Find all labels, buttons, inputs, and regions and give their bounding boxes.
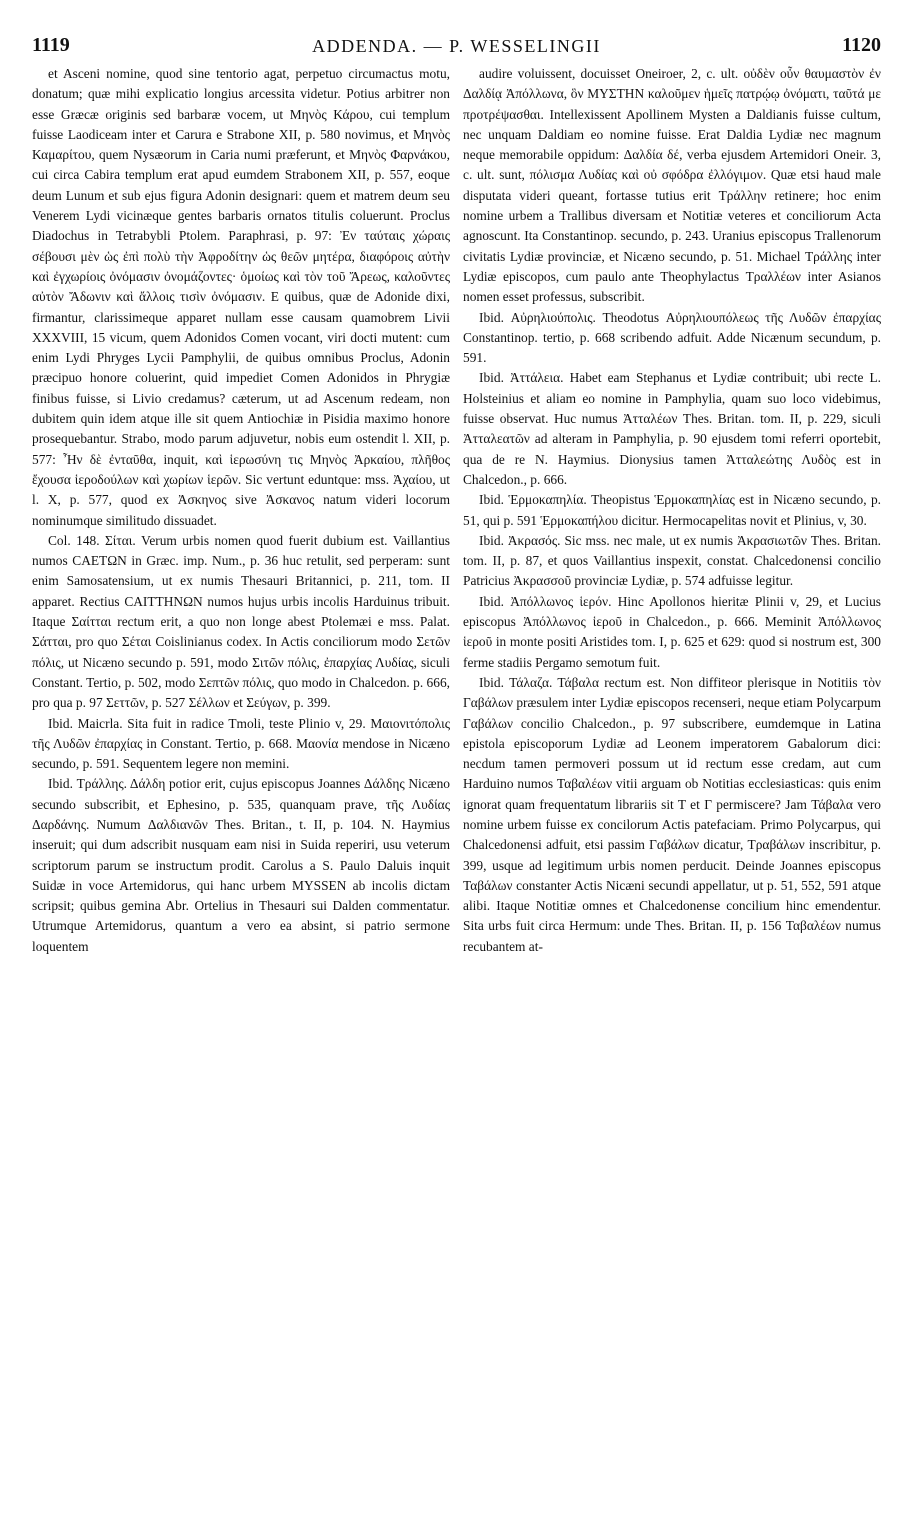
paragraph: audire voluissent, docuisset Oneiroer, 2, c. ult. οὐδὲν οὖν θαυμαστὸν ἐν Δαλδίᾳ Ἀπόλλωνα, ὃν ΜΥΣΤΗΝ καλοῦμεν ἡμεῖς πατρῴῳ ὀνόματι, ταῦτά με προτρέψασθαι. Intellexissent Apollinem Mysten a Daldianis fuisse cultum, nec unquam Daldiam eo nomine fuisse. Erat Daldia Lydiæ nec magnum neque memorabile oppidum: Δαλδία δέ, verba ejusdem Artemidori Oneir. 3, c. ult. sunt, πόλισμα Λυδίας καὶ οὐ σφόδρα ἐλλόγιμον. Quæ etsi haud male disputata videri queant, fortasse tutius erit Τράλλην retinere; hoc enim nomine urbem a Trallibus diversam et Notitiæ veteres et conciliorum Acta agnoscunt. Ita Constantinop. secundo, p. 243. Uranius episcopus Trallenorum civitatis Lydiæ provinciæ, et Nicæno secundo, p. 51. Michael Τράλλης inter Lydiæ episcopos, cum paulo ante Theophylactus Τραλλέων inter Asianos nomen esset professus, subscribit.: [463, 66, 881, 305]
paragraph: Ibid. Ἀπόλλωνος ἱερόν. Hinc Apollonos hieritæ Plinii v, 29, et Lucius episcopus Ἀπόλλωνος ἱεροῦ in Chalcedon., p. 666. Meminit Ἀπόλλωνος ἱεροῦ in monte positi Aristides tom. I, p. 625 et 629: quod si nostrum est, 300 ferme stadiis Pergamo semotum fuit.: [463, 593, 881, 670]
paragraph: Ibid. Τάλαζα. Τάβαλα rectum est. Non diffiteor plerisque in Notitiis τὸν Γαβάλων præsulem inter Lydiæ episcopos recenseri, neque etiam Polycarpum Γαβάλων concilio Chalcedon., p. 97 subscribere, eumdemque in Latina epistola episcoporum Lydiæ ad Leonem imperatorem Gabalorum dici: necdum tamen permoveri possum ut id rectum esse credam, aut cum Harduino numos Ταβαλέων vitii arguam ob Notitias ecclesiasticas: quis enim ignorat quam frequentatum librariis sit T et Γ permiscere? Jam Τάβαλα vero nomine urbem fuisse ex concilorum Actis patefaciam. Primo Polycarpus, qui Chalcedonensi adfuit, etsi passim Γαβάλων dicatur, Τραβάλων inscribitur, p. 399, usque ad legitimum urbis nomen perducit. Deinde Joannes episcopus Ταβάλων constanter Actis Nicæni secundi appellatur, ut p. 51, 552, 591 atque alibi. Itaque Notitiæ omnes et Chalcedonense concilium hinc emendentur. Sita urbs fuit circa Hermum: unde Thes. Britan. II, p. 156 Ταβαλέων numus recubantem at-: [463, 674, 881, 954]
page-number-left: 1119: [32, 34, 70, 56]
right-column: [463, 64, 881, 1516]
paragraph: Col. 148. Σίται. Verum urbis nomen quod fuerit dubium est. Vaillantius numos CAETΩN in Græc. imp. Num., p. 36 huc retulit, sed perperam: sunt enim Samosatensium, ut ex numis Thesauri Britannici, p. 211, tom. II apparet. Rectius CAITTHNΩN numos hujus urbis incolis Harduinus tribuit. Itaque Σαίτται rectum erit, a quo non longe abest Ptolemæi e mss. Palat. Σάτται, pro quo Σέται Coislinianus codex. In Actis conciliorum modo Σετῶν πόλις, ut Nicæno secundo p. 591, modo Σιτῶν πόλις, ἐπαρχίας Λυδίας, siculi Constant. Tertio, p. 502, modo Σεπτῶν πόλις, quo modo in Chalcedon. p. 666, pro qua p. 97 Σεττῶν, p. 527 Σέλλων et Σεύγων, p. 399.: [32, 532, 450, 711]
paragraph: Ibid. Ἀκρασός. Sic mss. nec male, ut ex numis Ἀκρασιωτῶν Thes. Britan. tom. II, p. 87, et quos Vaillantius inspexit, constat. Chalcedonensi concilio Patricius Ἀκρασσοῦ provinciæ Lydiæ, p. 574 adfuisse legitur.: [463, 532, 881, 589]
left-column: [32, 64, 450, 1516]
paragraph: Ibid. Ἀττάλεια. Habet eam Stephanus et Lydiæ contribuit; ubi recte L. Holsteinius et aliam eo nomine in Pamphylia, quam suo loco videbimus, fuisse observat. Huc numus Ἀτταλέων Thes. Britan. tom. II, p. 229, siculi Ἀτταλεατῶν ad alteram in Pamphylia, p. 90 ejusdem tomi referri oportebit, qua de re N. Haymius. Dionysius tamen Ἀτταλεώτης Λυδὸς est in Chalcedon., p. 666.: [463, 370, 881, 487]
paragraph: et Asceni nomine, quod sine tentorio agat, perpetuo circumactus motu, donatum; quæ mihi explicatio longius arcessita videtur. Potius arbitrer non esse Græcæ originis sed barbaræ vocem, ut Μηνὸς Κάρου, cui templum fuisse Laodiceam inter et Carura e Strabone XII, p. 580 novimus, et Μηνὸς Καμαρίτου, quem Nysæorum in Caria numi præferunt, et Μηνὸς Φαρνάκου, cui circa Cabira templum erat apud eumdem Strabonem XII, p. 557, eoque deum Lunum et sub ejus figura Adonin designari: quem et matrem deum seu Venerem Lydi vicinæque gentes barbaris ornatos titulis coluerunt. Proclus Diadochus in Tetrabybli Ptolem. Paraphrasi, p. 97: Ἐν ταύταις χώραις σέβουσι μὲν ὡς ἐπὶ πολὺ τὴν Ἀφροδίτην ὡς θεῶν μητέρα, διαφόροις αὐτὴν καὶ ἐγχωρίοις ὀνόμασιν ὀνομάζοντες· ὁμοίως καὶ τὸν τοῦ Ἄρεως, καλοῦντες αὐτὸν Ἄδωνιν καὶ ἄλλοις τισὶν ὀνόμασιν. E quibus, quæ de Adonide dixi, firmantur, clarissimeque apparet nullam esse causam quamobrem Livii XXXVIII, 15 vicum, quem Adonidos Comen vocant, viri docti mutent: cum enim Lydi Phryges Lycii Pamphylii, de quibus omnibus Proclus, Adonin præcipuo honore coluerint, quid impediet Comen Adonidos in Phrygiæ finibus fuisse, si Livio credamus? cæterum, ut ad Ascenum redeam, non dubitem quin idem atque ille sit quem Antiochiæ in Pisidia maximo honore prosequebantur. Strabo, modo parum adjuvetur, nobis eum ostendit l. XII, p. 577: Ἦν δὲ ἐνταῦθα, inquit, καὶ ἱερωσύνη τις Μηνὸς Ἀρκαίου, πλῆθος ἔχουσα ἱεροδούλων καὶ χωρίων ἱερῶν. Sic vertunt eduntque: mss. Ἀχαίου, ut l. X, p. 577, quod ex Ἀσκηνος sive Ἀσκανος natum videri locorum nominumque similitudo dissuadet.: [32, 66, 450, 528]
running-title: ADDENDA. — P. WESSELINGII: [312, 36, 601, 56]
paragraph: Ibid. Ἑρμοκαπηλία. Theopistus Ἑρμοκαπηλίας est in Nicæno secundo, p. 51, qui p. 591 Ἑρμοκαπήλου dicitur. Hermocapelitas novit et Plinius, v, 30.: [463, 492, 881, 528]
paragraph: Ibid. Maicrla. Sita fuit in radice Tmoli, teste Plinio v, 29. Μαιονιτόπολις τῆς Λυδῶν ἐπαρχίας in Constant. Tertio, p. 668. Μαονία mendose in Nicæno secundo, p. 591. Sequentem legere non memini.: [32, 715, 450, 772]
two-column-body: [32, 64, 881, 1516]
page-number-right: 1120: [842, 34, 881, 56]
paragraph: Ibid. Αὐρηλιούπολις. Theodotus Αὐρηλιουπόλεως τῆς Λυδῶν ἐπαρχίας Constantinop. tertio, p. 668 scribendo adfuit. Adde Nicænum secundum, p. 591.: [463, 309, 881, 366]
running-header: [32, 34, 881, 56]
paragraph: Ibid. Τράλλης. Δάλδη potior erit, cujus episcopus Joannes Δάλδης Nicæno secundo subscribit, et Ephesino, p. 535, quanquam prave, τῆς Λυδίας Δαρδάνης. Numum Δαλδιανῶν Thes. Britan., t. II, p. 104. N. Haymius inseruit; qui dum adscribit nusquam eam nisi in Suida reperiri, usu veterum scriptorum parum se instructum prodit. Carolus a S. Paulo Daluis inquit Suidæ in voce Artemidorus, qui hanc urbem MYSSEN ab incolis dictam scripsit; quibus gemina Abr. Ortelius in Thesauri sui Dalden commentatur. Utrumque Artemidorus, quantum a vero ea absint, si patrio sermone loquentem: [32, 776, 450, 954]
